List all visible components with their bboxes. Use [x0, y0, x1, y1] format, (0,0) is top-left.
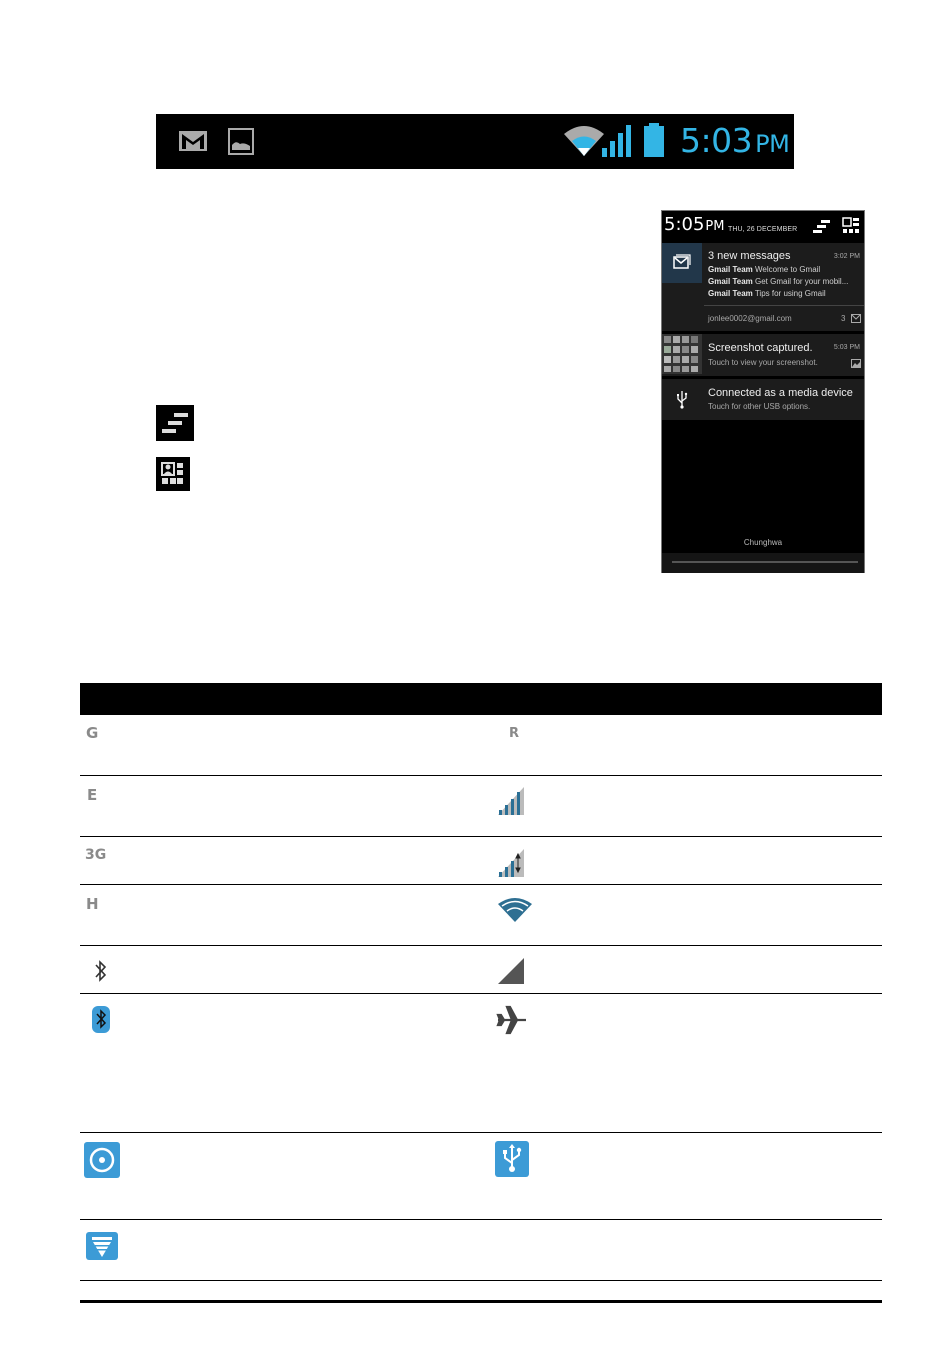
bottom-rule — [80, 1300, 882, 1303]
row-divider — [80, 1219, 882, 1220]
gmail-count: 3 — [841, 314, 846, 323]
row-divider — [80, 993, 882, 994]
table-header — [80, 683, 882, 715]
signal-strength-icon — [497, 786, 525, 816]
usb-connected-icon — [495, 1141, 529, 1177]
mail-small-icon — [851, 314, 861, 323]
gmail-notification-title: 3 new messages — [708, 250, 791, 262]
status-bar — [156, 114, 794, 169]
gmail-divider — [704, 305, 864, 306]
3g-icon: 3G — [85, 847, 107, 863]
roaming-icon: R — [509, 726, 520, 741]
hspa-icon: H — [86, 895, 99, 913]
row-divider — [80, 945, 882, 946]
panel-ampm: PM — [705, 219, 725, 234]
gmail-notification-time: 3:02 PM — [833, 253, 860, 260]
screenshot-notification-subtitle: Touch to view your screenshot. — [708, 358, 818, 367]
bluetooth-connected-icon — [91, 1005, 111, 1034]
gmail-notification[interactable] — [662, 243, 864, 331]
settings-toggle-icon[interactable] — [842, 217, 860, 235]
bluetooth-on-icon — [93, 957, 109, 985]
usb-notification-title: Connected as a media device — [708, 387, 853, 399]
notification-panel — [661, 210, 865, 573]
quick-settings-icon — [156, 457, 190, 491]
carrier-label: Chunghwa — [743, 538, 783, 547]
gmail-icon — [178, 130, 208, 152]
status-time: 5:03 — [680, 121, 753, 160]
screenshot-notification[interactable] — [662, 334, 864, 376]
row-divider — [80, 1280, 882, 1281]
panel-time: 5:05 — [664, 214, 705, 235]
airplane-mode-icon — [496, 1005, 528, 1035]
wifi-table-icon — [497, 897, 533, 923]
gmail-notification-icon — [662, 243, 702, 283]
panel-clock — [664, 215, 724, 237]
gprs-icon: G — [86, 724, 99, 742]
status-clock — [680, 123, 789, 162]
signal-icon — [600, 124, 634, 157]
gps-icon — [84, 1142, 120, 1178]
gmail-line-3: Gmail Team Tips for using Gmail — [708, 289, 826, 298]
edge-icon: E — [87, 786, 98, 804]
usb-notification-icon — [662, 379, 702, 419]
screenshot-notification-time: 5:03 PM — [833, 344, 860, 351]
panel-header — [662, 211, 864, 242]
drag-handle[interactable] — [672, 561, 858, 563]
picture-small-icon — [851, 359, 861, 368]
row-divider — [80, 1132, 882, 1133]
panel-footer — [662, 553, 864, 573]
gmail-line-1: Gmail Team Welcome to Gmail — [708, 265, 821, 274]
battery-icon — [642, 122, 666, 158]
row-divider — [80, 884, 882, 885]
screenshot-notification-title: Screenshot captured. — [708, 342, 813, 354]
gmail-account: jonlee0002@gmail.com — [708, 314, 792, 323]
status-ampm: PM — [755, 130, 790, 158]
usb-notification[interactable] — [662, 379, 864, 420]
usb-notification-subtitle: Touch for other USB options. — [708, 402, 811, 411]
no-signal-icon — [497, 957, 525, 985]
row-divider — [80, 836, 882, 837]
clear-all-icon[interactable] — [812, 219, 832, 235]
screenshot-thumbnail-icon — [662, 334, 702, 374]
sync-icon — [86, 1232, 118, 1260]
row-divider — [80, 775, 882, 776]
data-transfer-icon — [497, 848, 525, 878]
panel-date: THU, 26 DECEMBER — [728, 226, 798, 233]
gallery-icon — [228, 128, 254, 155]
clear-notifications-icon — [156, 405, 194, 441]
gmail-line-2: Gmail Team Get Gmail for your mobil... — [708, 277, 849, 286]
